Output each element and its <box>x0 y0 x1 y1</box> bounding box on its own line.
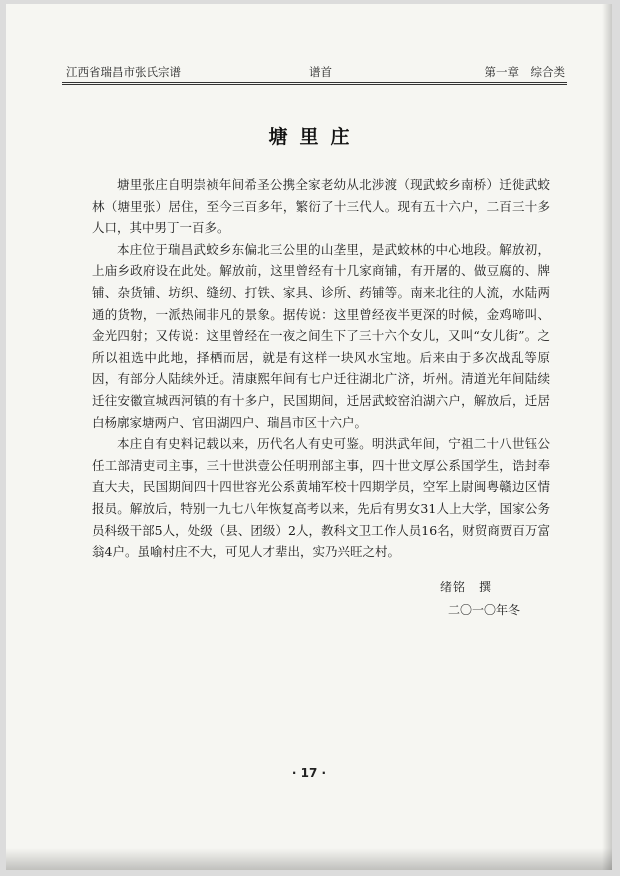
page-title: 塘里庄 <box>268 126 362 148</box>
page-number: · 17 · <box>291 766 327 780</box>
article-body <box>92 174 550 563</box>
document-page <box>6 4 612 870</box>
author-signature: 绪铭 撰 <box>440 580 493 594</box>
page-edge-shadow <box>602 4 612 870</box>
paragraph-3: 本庄自有史料记载以来，历代名人有史可鉴。明洪武年间，宁祖二十八世钰公任工部清吏司主事，三十世洪壹公任明刑部主事，四十世文厚公系国学生，诰封奉直大夫，民国期间四十四世容光公系黄埔军校十四期学员，空军上尉闽粤赣边区情报员。解放后，特别一九七八年恢复高考以来，先后有男女31人上大学，国家公务员科级干部5人，处级（县、团级）2人，教科文卫工作人员16名，财贸商贾百万富翁4户。虽喻村庄不大，可见人才辈出，实乃兴旺之村。 <box>92 436 550 560</box>
date-line: 二〇一〇年冬 <box>448 603 521 617</box>
header-divider <box>62 82 567 85</box>
header-section: 谱首 <box>309 65 332 79</box>
page-bottom-shadow <box>6 848 612 870</box>
paragraph-1: 塘里张庄自明崇祯年间希圣公携全家老幼从北涉渡（现武蛟乡南桥）迁徙武蛟林（塘里张）居住，至今三百多年，繁衍了十三代人。现有五十六户，二百三十多人口，其中男丁一百多。 <box>92 177 550 236</box>
paragraph-2: 本庄位于瑞昌武蛟乡东偏北三公里的山垄里，是武蛟林的中心地段。解放初，上庙乡政府设在此处。解放前，这里曾经有十几家商铺，有开屠的、做豆腐的、牌铺、杂货铺、坊织、缝纫、打铁、家具、诊所、药铺等。南来北往的人流，水陆两通的货物，一派热闹非凡的景象。据传说：这里曾经夜半更深的时候，金鸡啼叫、金光四射；又传说：这里曾经在一夜之间生下了三十六个女儿，又叫“女儿街”。之所以祖选中此地，择栖而居，就是有这样一块风水宝地。后来由于多次战乱等原因，有部分人陆续外迁。清康熙年间有七户迁往湖北广济，圻州。清道光年间陆续迁往安徽宣城西河镇的有十多户，民国期间，迁居武蛟窑泊湖六户，解放后，迁居白杨廓家塘两户、官田湖四户、瑞昌市区十六户。 <box>92 241 550 430</box>
header-book-title: 江西省瑞昌市张氏宗谱 <box>66 65 181 79</box>
header-chapter: 第一章 综合类 <box>484 65 565 79</box>
running-header <box>62 64 567 82</box>
